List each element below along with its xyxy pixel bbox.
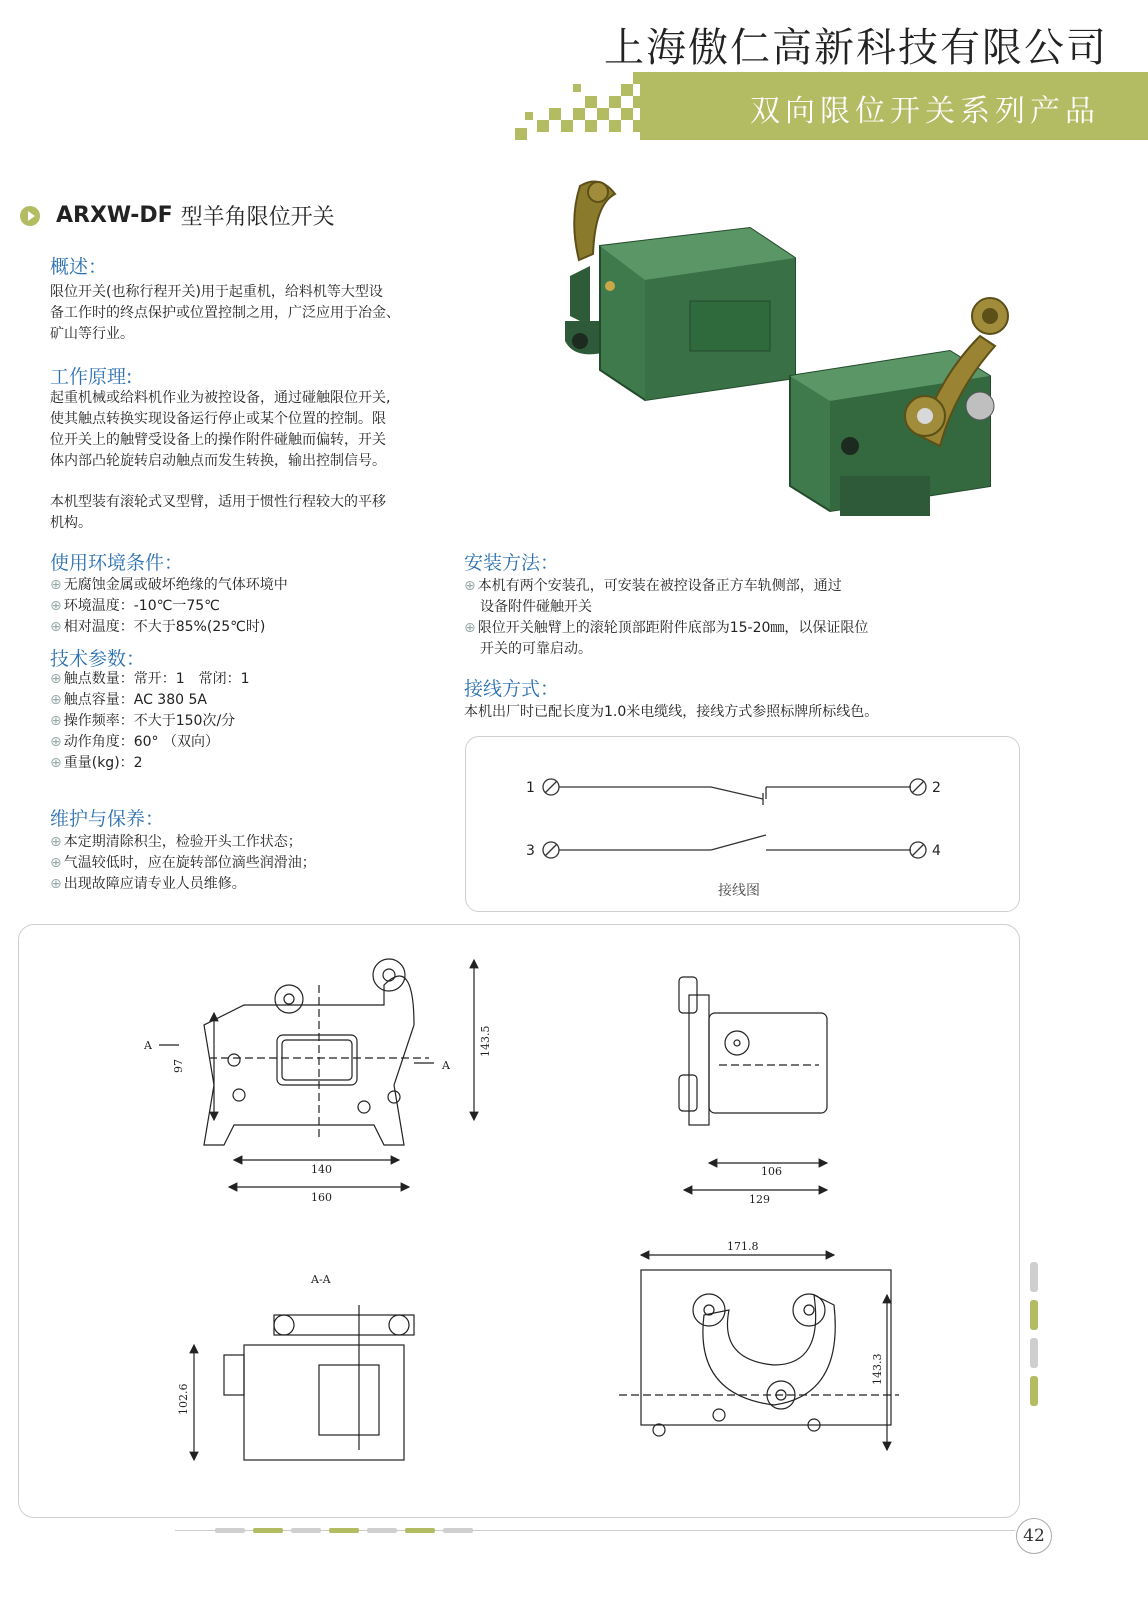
arm-view: [619, 1255, 899, 1450]
terminal-label: 3: [526, 843, 535, 859]
terminal-label: 4: [932, 843, 941, 859]
maintenance-heading: 维护与保养：: [50, 808, 165, 830]
specs-heading: 技术参数：: [50, 648, 146, 670]
specs-list: [50, 669, 250, 774]
dim-102-6: 102.6: [177, 1383, 190, 1415]
overview-text: [50, 282, 400, 345]
terminal-label: 1: [526, 780, 535, 796]
section-title: A-A: [311, 1273, 331, 1286]
wiring-diagram: [465, 736, 1020, 912]
overview-line: 备工作时的终点保护或位置控制之用，广泛应用于冶金、: [50, 305, 400, 321]
principle-line: 位开关上的触臂受设备上的操作附件碰触而偏转，开关: [50, 432, 386, 448]
page-number: 42: [1016, 1518, 1052, 1554]
dim-143-3: 143.3: [871, 1353, 884, 1385]
wiring-svg: [466, 737, 1021, 913]
principle-line: 体内部凸轮旋转启动触点而发生转换，输出控制信号。: [50, 453, 386, 469]
section-view: [194, 1305, 414, 1460]
company-name: 上海傲仁高新科技有限公司: [604, 25, 1108, 71]
maintenance-list: [50, 832, 316, 895]
list-item: ⊕ 触点数量：常开：1 常闭：1: [50, 671, 250, 687]
dim-171-8: 171.8: [727, 1240, 759, 1253]
list-item: ⊕ 气温较低时，应在旋转部位滴些润滑油；: [50, 855, 316, 871]
series-title: 双向限位开关系列产品: [750, 94, 1100, 129]
dim-160: 160: [311, 1191, 332, 1204]
principle-note-line: 本机型装有滚轮式叉型臂，适用于惯性行程较大的平移: [50, 494, 386, 510]
principle-heading: 工作原理:: [50, 366, 133, 388]
environment-list: [50, 575, 288, 638]
technical-drawing: [18, 924, 1020, 1518]
front-view: [159, 959, 474, 1187]
drawing-svg: [19, 925, 1021, 1519]
section-mark-left: A: [144, 1039, 152, 1052]
list-item: ⊕ 本定期清除积尘，检验开头工作状态；: [50, 834, 302, 850]
dim-106: 106: [761, 1165, 782, 1178]
overview-heading: 概述：: [50, 256, 108, 278]
pixel-decoration: [515, 72, 645, 140]
side-view: [679, 977, 827, 1190]
dim-97: 97: [172, 1059, 185, 1073]
list-item: ⊕ 触点容量：AC 380 5A: [50, 692, 207, 708]
list-item: ⊕ 重量(kg)：2: [50, 755, 143, 771]
principle-text: [50, 388, 390, 472]
product-photo: [540, 176, 1030, 536]
list-item: ⊕ 环境温度：-10℃一75℃: [50, 598, 220, 614]
principle-note-line: 机构。: [50, 515, 92, 531]
list-item: ⊕ 操作频率：不大于150次/分: [50, 713, 236, 729]
installation-list: [464, 576, 868, 660]
principle-line: 起重机械或给料机作业为被控设备，通过碰触限位开关,: [50, 390, 391, 406]
list-item: ⊕ 出现故障应请专业人员维修。: [50, 876, 246, 892]
terminal-label: 2: [932, 780, 941, 796]
dim-143-5: 143.5: [479, 1025, 492, 1057]
dim-140: 140: [311, 1163, 332, 1176]
product-title: [20, 200, 335, 231]
overview-line: 矿山等行业。: [50, 326, 134, 342]
series-banner: [640, 72, 1148, 140]
wiring-heading: 接线方式：: [464, 678, 560, 700]
wiring-caption: 接线图: [718, 883, 760, 899]
product-model: ARXW-DF: [56, 203, 173, 228]
switch-photo-right: [790, 298, 1008, 516]
list-item: ⊕ 本机有两个安装孔，可安装在被控设备正方车轨侧部，通过: [464, 578, 842, 594]
overview-line: 限位开关(也称行程开关)用于起重机，给料机等大型设: [50, 284, 383, 300]
list-item: ⊕ 无腐蚀金属或破坏绝缘的气体环境中: [50, 577, 288, 593]
environment-heading: 使用环境条件：: [50, 552, 184, 574]
principle-note: [50, 492, 386, 534]
installation-heading: 安装方法：: [464, 552, 560, 574]
wiring-text: 本机出厂时已配长度为1.0米电缆线，接线方式参照标牌所标线色。: [464, 704, 879, 720]
section-mark-right: A: [442, 1059, 450, 1072]
product-name: 型羊角限位开关: [180, 205, 335, 230]
list-item-cont: 设备附件碰触开关: [480, 599, 592, 615]
list-item: ⊕ 限位开关触臂上的滚轮顶部距附件底部为15-20㎜，以保证限位: [464, 620, 869, 636]
list-item-cont: 开关的可靠启动。: [480, 641, 592, 657]
play-icon: [20, 206, 40, 226]
dim-129: 129: [749, 1193, 770, 1206]
list-item: ⊕ 相对温度：不大于85%(25℃时): [50, 619, 266, 635]
principle-line: 使其触点转换实现设备运行停止或某个位置的控制。限: [50, 411, 386, 427]
list-item: ⊕ 动作角度：60° （双向）: [50, 734, 219, 750]
switch-photo-left: [565, 182, 795, 401]
